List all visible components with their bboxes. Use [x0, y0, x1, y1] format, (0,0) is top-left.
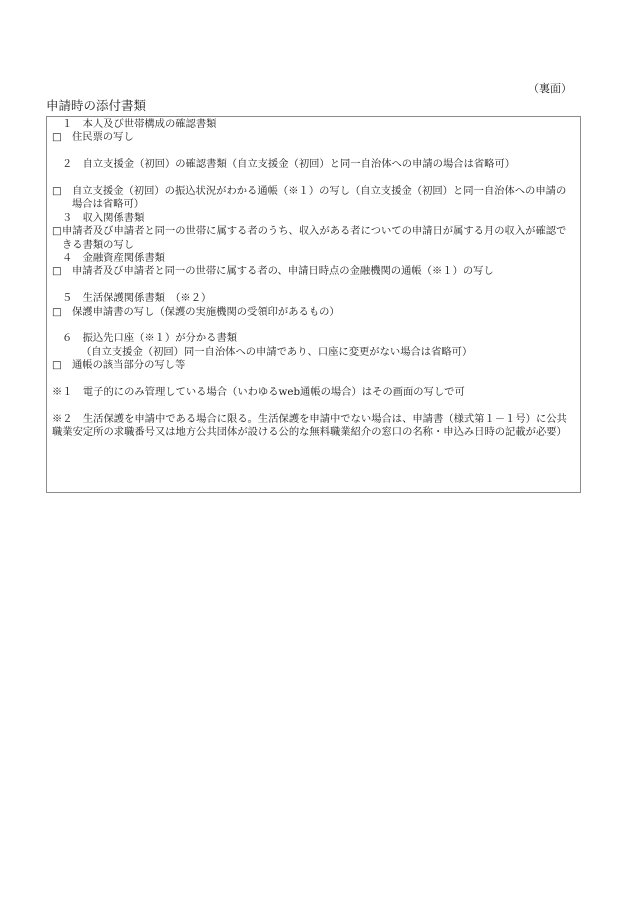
checklist-item-1[interactable]: [52, 131, 576, 144]
checkbox-icon[interactable]: □: [52, 265, 62, 278]
page-side-label: （裏面）: [528, 82, 572, 95]
checklist-item-5[interactable]: [52, 306, 576, 319]
section-title: 申請時の添付書類: [46, 98, 147, 113]
spacer: [52, 399, 576, 412]
checklist-item-2[interactable]: [52, 185, 576, 212]
item-text: 住民票の写し: [72, 131, 134, 144]
checkbox-icon[interactable]: □: [52, 359, 62, 372]
checkbox-icon[interactable]: □: [52, 305, 62, 318]
group-heading-4: ４ 金融資産関係書類: [62, 252, 165, 265]
spacer: [52, 319, 576, 332]
group-heading-5: ５ 生活保護関係書類 （※２）: [62, 292, 212, 305]
group-6-subnote: （自立支援金（初回）同一自治体への申請であり、口座に変更がない場合は省略可）: [81, 345, 473, 358]
checkbox-icon[interactable]: □: [52, 185, 62, 197]
spacer: [52, 373, 576, 386]
checkbox-icon[interactable]: □: [52, 225, 62, 238]
group-heading-6: ６ 振込先口座（※１）が分かる書類: [62, 332, 238, 345]
group-heading-2: ２ 自立支援金（初回）の確認書類（自立支援金（初回）と同一自治体への申請の場合は省略可）: [62, 158, 516, 171]
item-text: 申請者及び申請者と同一の世帯に属する者の、申請日時点の金融機関の通帳（※１）の写し: [72, 265, 494, 278]
attachments-box: [46, 116, 581, 493]
spacer: [52, 172, 576, 185]
item-text: 保護申請書の写し（保護の実施機関の受領印があるもの）: [72, 305, 340, 318]
checklist-item-4[interactable]: [52, 265, 576, 278]
checklist-item-6[interactable]: [52, 359, 576, 372]
group-heading-3: ３ 収入関係書類: [62, 211, 145, 224]
spacer: [52, 145, 576, 158]
footnote-text: 生活保護を申請中である場合に限る。生活保護を申請中でない場合は、申請書（様式第１－１号）に公共職業安定所の求職番号又は地方公共団体が設ける公的な無料職業紹介の窓口の名称・申込み日時の記載が必要）: [52, 412, 567, 439]
item-text: 自立支援金（初回）の振込状況がわかる通帳（※１）の写し（自立支援金（初回）と同一自治体への申請の場合は省略可）: [72, 185, 567, 211]
checklist-item-3[interactable]: [52, 225, 576, 252]
footnote-1: [52, 386, 576, 399]
group-heading-1: １ 本人及び世帯構成の確認書類: [62, 118, 217, 130]
spacer: [52, 279, 576, 292]
checkbox-icon[interactable]: □: [52, 131, 62, 144]
footnote-mark: ※１: [52, 386, 73, 399]
footnote-2: [52, 413, 576, 440]
footnote-text: 電子的にのみ管理している場合（いわゆるweb通帳の場合）はその画面の写しで可: [82, 386, 465, 399]
item-text: 通帳の該当部分の写し等: [72, 359, 186, 372]
item-text: 申請者及び申請者と同一の世帯に属する者のうち、収入がある者についての申請日が属する月の収入が確認できる書類の写し: [62, 225, 567, 251]
footnote-mark: ※２: [52, 412, 73, 425]
